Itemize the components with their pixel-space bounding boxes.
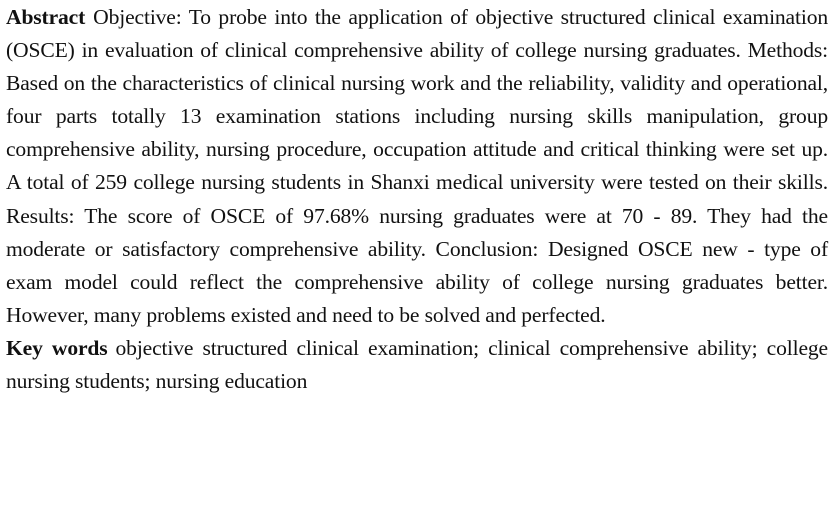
keywords-text: objective structured clinical examination; clinical comprehensive ability; college nursing students; nursing education <box>6 335 828 394</box>
keywords-paragraph <box>6 332 828 398</box>
abstract-paragraph <box>6 1 828 332</box>
paper-abstract-section <box>6 1 828 398</box>
abstract-label: Abstract <box>6 5 86 29</box>
keywords-label: Key words <box>6 335 108 360</box>
abstract-text: Objective: To probe into the application of objective structured clinical examination (OSCE) in evaluation of clinical comprehensive ability of college nursing graduates. Methods: Based on the characteristics of clinical nursing work and the reliability, validity and operational, four parts totally 13 examination stations including nursing skills manipulation, group comprehensive ability, nursing procedure, occupation attitude and critical thinking were set up. A total of 259 college nursing students in Shanxi medical university were tested on their skills. Results: The score of OSCE of 97.68% nursing graduates were at 70 - 89. They had the moderate or satisfactory comprehensive ability. Conclusion: Designed OSCE new - type of exam model could reflect the comprehensive ability of college nursing graduates better. However, many problems existed and need to be solved and perfected. <box>6 5 828 327</box>
